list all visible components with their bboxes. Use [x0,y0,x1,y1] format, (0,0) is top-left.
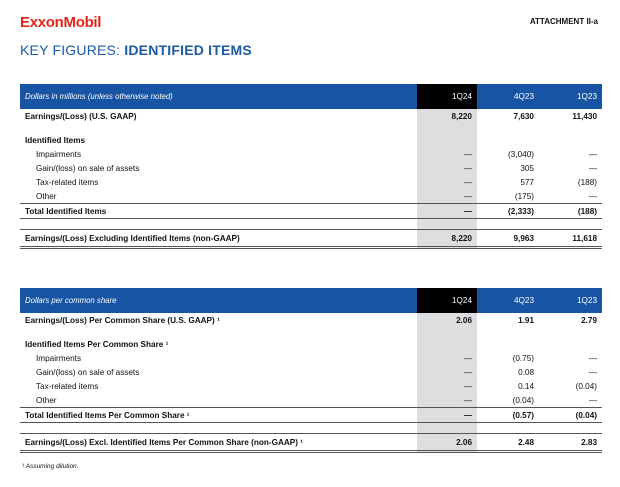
cell-4q23: 9,963 [477,230,539,248]
title-prefix: KEY FIGURES: [20,42,121,58]
table-row-excluding [20,230,602,248]
table-row [20,351,602,365]
cell-4q23: 305 [520,163,534,173]
header-col-1q24: 1Q24 [417,84,477,109]
cell-1q24: — [417,175,477,189]
row-label: Gain/(loss) on sale of assets [36,163,140,173]
title-emphasis: IDENTIFIED ITEMS [124,42,252,58]
table-row [20,175,602,189]
table-row-total [20,204,602,219]
cell-4q23: 0.14 [518,381,534,391]
cell-1q23: — [588,395,597,405]
header-col-4q23: 4Q23 [477,288,539,313]
header-col-1q23: 1Q23 [539,288,602,313]
cell-4q23: (0.57) [477,408,539,423]
cell-1q24: — [417,393,477,408]
cell-1q24: — [417,408,477,423]
header-col-1q24: 1Q24 [417,288,477,313]
cell-1q24: 2.06 [417,434,477,452]
table-row-group-label [20,337,602,351]
cell-4q23: 1.91 [518,315,534,325]
table-row-earnings [20,109,602,123]
cell-1q23: (188) [539,204,602,219]
header-label: Dollars in millions (unless otherwise noted) [20,84,417,109]
row-label: Total Identified Items Per Common Share ¹ [20,408,417,423]
group-label: Identified Items [25,135,86,145]
cell-1q23: 2.79 [581,315,597,325]
table-row-total [20,408,602,423]
cell-1q23: — [588,367,597,377]
footnote: ¹ Assuming dilution. [22,463,79,470]
table-row [20,189,602,204]
cell-1q24: — [417,365,477,379]
cell-1q23: — [588,353,597,363]
cell-1q23: — [588,163,597,173]
table-header-row [20,288,602,313]
row-label: Gain/(loss) on sale of assets [36,367,140,377]
cell-1q24: 8,220 [417,230,477,248]
cell-1q23: (188) [577,177,597,187]
cell-1q23: 2.83 [539,434,602,452]
row-label: Tax-related items [36,177,99,187]
cell-1q24: — [417,161,477,175]
cell-1q24: — [417,351,477,365]
cell-4q23: (3,040) [508,149,534,159]
cell-4q23: (0.04) [512,395,534,405]
cell-4q23: (175) [514,191,534,201]
cell-4q23: (0.75) [512,353,534,363]
row-label: Impairments [36,149,82,159]
cell-1q24: — [417,189,477,204]
row-label: Earnings/(Loss) (U.S. GAAP) [25,111,137,121]
cell-4q23: 0.08 [518,367,534,377]
cell-1q23: (0.04) [539,408,602,423]
table-row-group-label [20,133,602,147]
cell-1q23: 11,430 [572,111,597,121]
table-row [20,393,602,408]
row-label: Total Identified Items [20,204,417,219]
cell-1q24: — [417,147,477,161]
table-row [20,161,602,175]
row-label: Other [36,395,57,405]
header-label: Dollars per common share [20,288,417,313]
row-label: Other [36,191,57,201]
row-label: Earnings/(Loss) Excl. Identified Items Per Common Share (non-GAAP) ¹ [20,434,417,452]
table-row [20,147,602,161]
cell-1q23: 11,618 [539,230,602,248]
cell-1q24: — [417,379,477,393]
page-title [20,42,252,58]
header-col-1q23: 1Q23 [539,84,602,109]
row-label: Impairments [36,353,82,363]
row-label: Earnings/(Loss) Excluding Identified Items (non-GAAP) [20,230,417,248]
cell-1q24: 8,220 [417,109,477,123]
table-row-excluding [20,434,602,452]
table-row [20,379,602,393]
table-row-earnings [20,313,602,327]
header-col-4q23: 4Q23 [477,84,539,109]
table-header-row [20,84,602,109]
cell-4q23: 2.48 [477,434,539,452]
cell-1q24: — [417,204,477,219]
row-label: Earnings/(Loss) Per Common Share (U.S. GAAP) ¹ [25,315,220,325]
table-row [20,365,602,379]
group-label: Identified Items Per Common Share ¹ [25,339,169,349]
cell-1q23: (0.04) [575,381,597,391]
attachment-label: ATTACHMENT II-a [529,17,598,26]
exxonmobil-logo: ExxonMobil [20,14,102,31]
dollars-table [20,84,602,249]
cell-1q24: 2.06 [417,313,477,327]
cell-4q23: 7,630 [513,111,534,121]
cell-1q23: — [588,149,597,159]
row-label: Tax-related items [36,381,99,391]
cell-1q23: — [588,191,597,201]
cell-4q23: (2,333) [477,204,539,219]
cell-4q23: 577 [520,177,534,187]
per-share-table [20,288,602,453]
